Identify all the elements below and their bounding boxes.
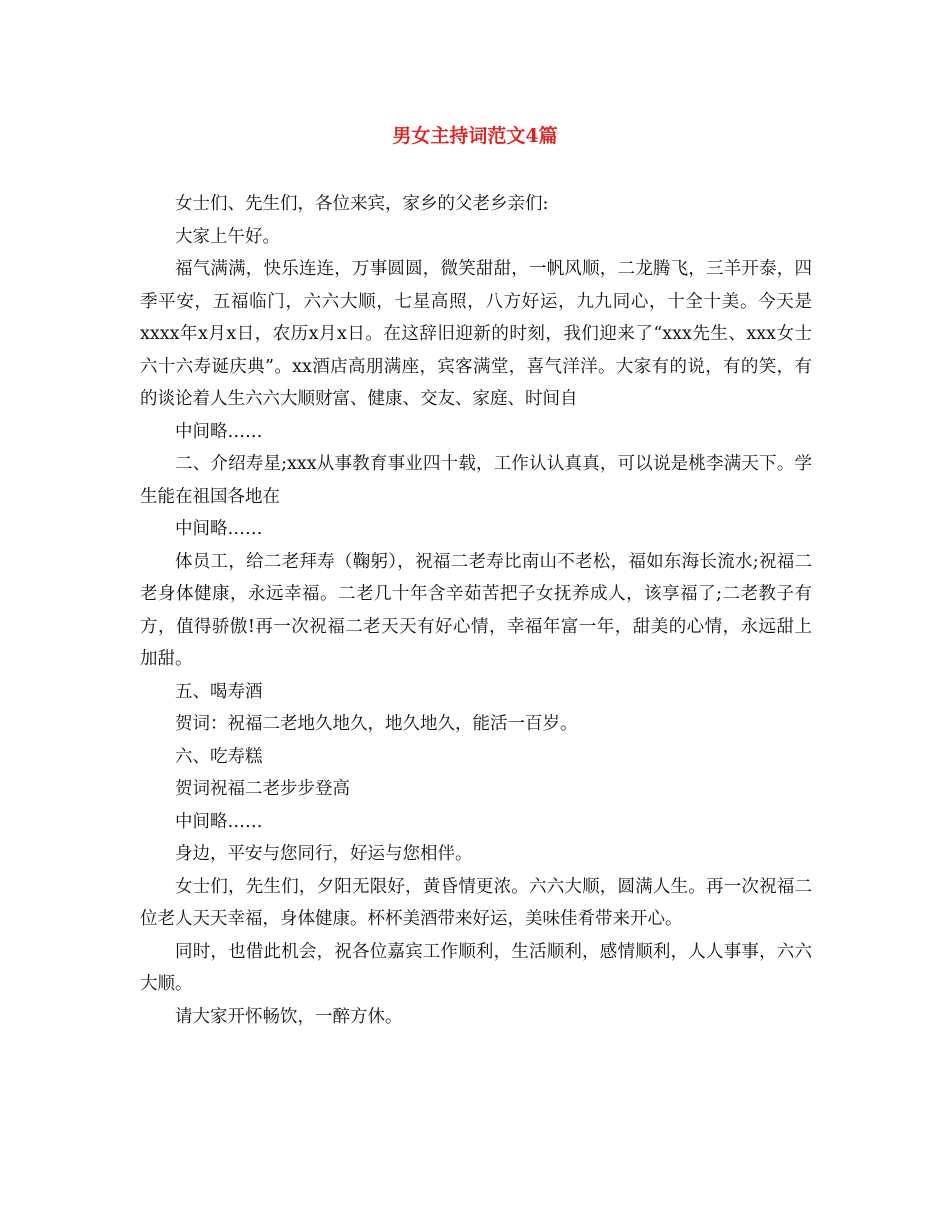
paragraph: 贺词祝福二老步步登高 (175, 779, 350, 799)
document-body (140, 188, 812, 1033)
paragraph: 五、喝寿酒 (175, 681, 263, 702)
paragraph: 福气满满，快乐连连，万事圆圆，微笑甜甜，一帆风顺，二龙腾飞，三羊开泰，四季平安，五福临门，六六大顺，七星高照，八方好运，九九同心，十全十美。今天是xxxx年x月x日，农历x月x日。在这辞旧迎新的时刻，我们迎来了“xxx先生、xxx女士六十六寿诞庆典”。xx酒店高朋满座，宾客满堂，喜气洋洋。大家有的说，有的笑，有的谈论着人生六六大顺财富、健康、交友、家庭、时间自 (140, 259, 812, 409)
paragraph: 同时，也借此机会，祝各位嘉宾工作顺利，生活顺利，感情顺利，人人事事，六六大顺。 (140, 941, 812, 994)
paragraph: 请大家开怀畅饮，一醉方休。 (175, 1006, 403, 1027)
paragraph: 中间略…… (175, 519, 263, 539)
paragraph: 女士们，先生们，夕阳无限好，黄昏情更浓。六六大顺，圆满人生。再一次祝福二位老人天天幸福，身体健康。杯杯美酒带来好运，美味佳肴带来开心。 (140, 876, 812, 929)
paragraph: 体员工，给二老拜寿（鞠躬），祝福二老寿比南山不老松，福如东海长流水;祝福二老身体健康，永远幸福。二老几十年含辛茹苦把子女抚养成人，该享福了;二老教子有方，值得骄傲!再一次祝福二老天天有好心情，幸福年富一年，甜美的心情，永远甜上加甜。 (140, 551, 812, 669)
paragraph: 中间略…… (175, 421, 263, 442)
paragraph: 贺词：祝福二老地久地久，地久地久，能活一百岁。 (175, 714, 578, 734)
paragraph: 中间略…… (175, 811, 263, 832)
paragraph: 女士们、先生们，各位来宾，家乡的父老乡亲们: (175, 194, 549, 214)
paragraph: 大家上午好。 (175, 226, 280, 247)
document-title: 男女主持词范文4篇 (392, 125, 558, 147)
paragraph: 六、吃寿糕 (175, 746, 263, 767)
paragraph: 身边，平安与您同行，好运与您相伴。 (175, 844, 473, 864)
paragraph: 二、介绍寿星;xxx从事教育事业四十载，工作认认真真，可以说是桃李满天下。学生能在祖国各地在 (140, 454, 812, 507)
